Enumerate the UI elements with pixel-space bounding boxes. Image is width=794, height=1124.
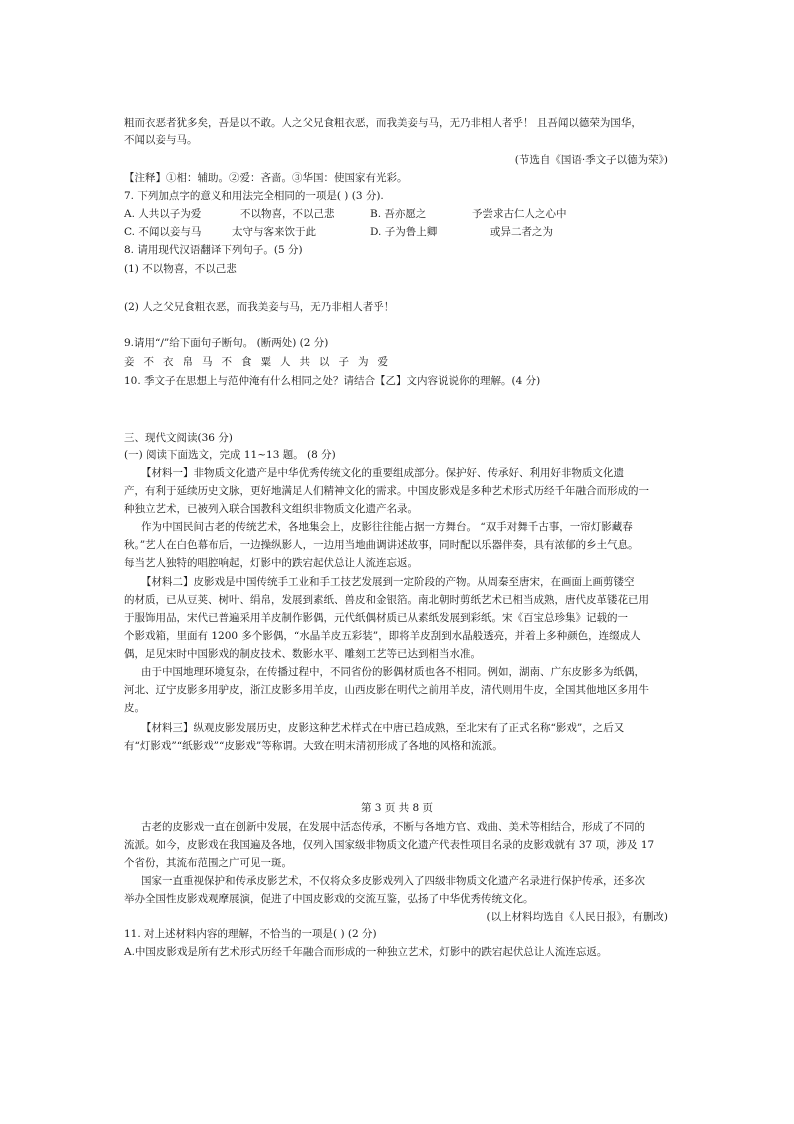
question-7: 7. 下列加点字的意义和用法完全相同的一项是( ) (3 分). <box>124 190 384 202</box>
question-11-option-a: A.中国皮影戏是所有艺术形式历经千年融合而形成的一种独立艺术，灯影中的跌宕起伏总让人流连忘返。 <box>124 946 608 958</box>
question-10: 10. 季文子在思想上与范仲淹有什么相同之处？请结合【乙】文内容说说你的理解。(4 分) <box>124 375 541 387</box>
page-number: 第 3 页 共 8 页 <box>360 802 434 814</box>
option-d-first: D. 子为鲁上卿 <box>370 226 438 238</box>
option-d-second: 或异二者之为 <box>490 226 553 238</box>
question-8-sentence-2: (2) 人之父兄食粗衣恶，而我美妾与马，无乃非相人者乎！ <box>124 301 395 313</box>
question-9-sentence: 妾不衣帛马不食粟人共以子为爱 <box>124 356 397 368</box>
passage-line: 不闻以妾与马。 <box>124 134 198 146</box>
material-1-line: 作为中国民间古老的传统艺术，各地集会上，皮影往往能占据一方舞台。 “双手对舞千古事，一帘灯影藏春 <box>141 521 633 533</box>
material-2-line: 由于中国地理环境复杂，在传播过程中，不同省份的影偶材质也各不相同。例如，湖南、广东皮影多为纸偶， <box>141 666 645 678</box>
material-2-line: 于服饰用品，宋代已普遍采用羊皮制作影偶，元代纸偶材质已从素纸发展到彩纸。宋《百宝总珍集》记载的一 <box>124 612 628 624</box>
material-4-line: 古老的皮影戏一直在创新中发展，在发展中活态传承，不断与各地方官、戏曲、美术等相结合，形成了不同的 <box>141 821 645 833</box>
material-4-line: 个省份，其流布范围之广可见一斑。 <box>124 857 292 869</box>
material-2-line: 【材料二】皮影戏是中国传统手工业和手工技艺发展到一定阶段的产物。从周秦至唐宋，在画面上画剪镂空 <box>141 576 635 588</box>
material-3-line: 【材料三】纵观皮影发展历史，皮影这种艺术样式在中唐已趋成熟，至北宋有了正式名称“影戏”，之后又 <box>141 722 625 734</box>
material-2-line: 个影戏箱，里面有 1200 多个影偶，“水晶羊皮五彩装”，即将羊皮刮到水晶般透亮，并着上多种颜色，连缀成人 <box>124 630 641 642</box>
source-citation: (节选自《国语·季文子以德为荣》) <box>514 154 668 166</box>
passage-line: 粗而衣恶者犹多矣，吾是以不敢。人之父兄食粗衣恶，而我美妾与马，无乃非相人者乎！ 且吾闻以德荣为国华， <box>124 117 642 129</box>
question-8: 8. 请用现代汉语翻译下列句子。(5 分) <box>124 244 303 256</box>
section-subtitle: (一) 阅读下面选文，完成 11~13 题。 (8 分) <box>124 449 336 461</box>
option-a-first: A. 人共以子为爱 <box>124 208 202 220</box>
material-2-line: 河北、辽宁皮影多用驴皮，浙江皮影多用羊皮，山西皮影在明代之前用羊皮，清代则用牛皮，全国其他地区多用牛 <box>124 684 649 696</box>
material-1-line: 秋。”艺人在白色幕布后，一边操纵影人，一边用当地曲调讲述故事，同时配以乐器伴奏，具有浓郁的乡土气息。 <box>124 539 639 551</box>
material-4-line: 国家一直重视保护和传承皮影艺术，不仅将众多皮影戏列入了四级非物质文化遗产名录进行保护传承，还多次 <box>141 875 645 887</box>
material-1-line: 产，有利于延续历史文脉，更好地满足人们精神文化的需求。中国皮影戏是多种艺术形式历经千年融合而形成的一 <box>124 485 649 497</box>
material-2-line: 皮。 <box>124 702 145 714</box>
option-c-second: 太守与客来饮于此 <box>232 226 316 238</box>
section-title: 三、现代文阅读(36 分) <box>124 432 233 444</box>
question-8-sentence-1: (1) 不以物喜，不以己悲 <box>124 263 237 275</box>
material-1-line: 每当艺人独特的唱腔响起，灯影中的跌宕起伏总让人流连忘返。 <box>124 557 418 569</box>
material-4-line: 流派。如今，皮影戏在我国遍及各地，仅列入国家级非物质文化遗产代表性项目名录的皮影戏就有 37 项，涉及 17 <box>124 839 655 851</box>
material-4-line: 举办全国性皮影戏观摩展演，促进了中国皮影戏的交流互鉴，弘扬了中华优秀传统文化。 <box>124 893 534 905</box>
material-2-line: 的材质，已从豆荚、树叶、绢帛，发展到素纸、兽皮和金银箔。南北朝时剪纸艺术已相当成熟，唐代皮革镂花已用 <box>124 594 649 606</box>
material-2-line: 偶，足见宋时中国影戏的制皮技术、数影水平、雕刻工艺等已达到相当水准。 <box>124 648 481 660</box>
question-11: 11. 对上述材料内容的理解，不恰当的一项是( ) (2 分) <box>124 928 377 940</box>
option-b-first: B. 吾亦愿之 <box>370 208 427 220</box>
option-c-first: C. 不闻以妾与马 <box>124 226 202 238</box>
source-citation: (以上材料均选自《人民日报》，有删改) <box>486 911 668 923</box>
material-1-line: 【材料一】非物质文化遗产是中华优秀传统文化的重要组成部分。保护好、传承好、利用好非物质文化遗 <box>141 467 624 479</box>
question-9: 9.请用“/”给下面句子断句。 (断两处) (2 分) <box>124 337 329 349</box>
notes: 【注释】①相：辅助。②爱：吝啬。③华国：使国家有光彩。 <box>124 172 408 184</box>
material-1-line: 种独立艺术，已被列入联合国教科文组织非物质文化遗产名录。 <box>124 503 418 515</box>
option-b-second: 予尝求古仁人之心中 <box>472 208 567 220</box>
option-a-second: 不以物喜，不以己悲 <box>240 208 335 220</box>
material-3-line: 有“灯影戏”“纸影戏”“皮影戏”等称谓。大致在明末清初形成了各地的风格和流派。 <box>124 740 503 752</box>
